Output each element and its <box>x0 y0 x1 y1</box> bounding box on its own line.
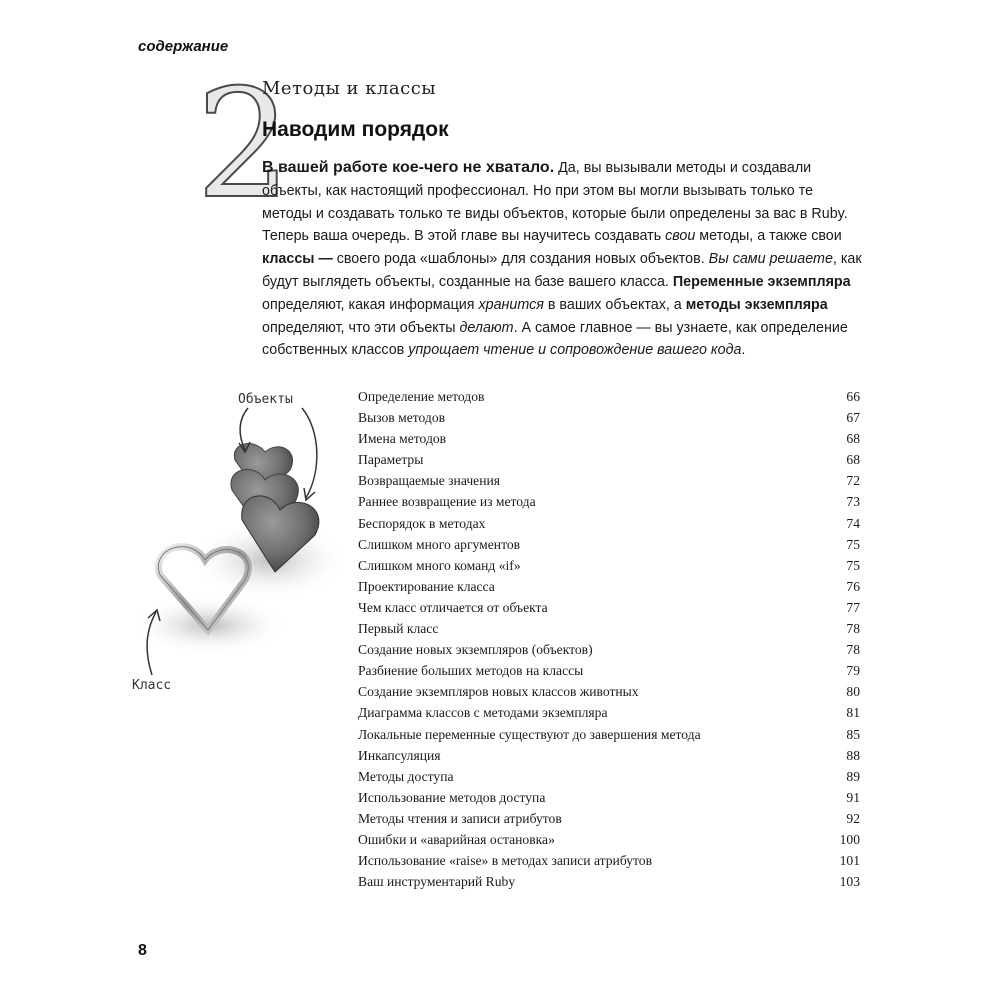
toc-entry-title: Методы чтения и записи атрибутов <box>358 810 562 826</box>
intro-emphasis: хранится <box>478 296 544 313</box>
chapter-title: Наводим порядок <box>262 118 449 141</box>
cookie-cutter-illustration <box>120 380 350 710</box>
toc-entry-title: Беспорядок в методах <box>358 515 486 531</box>
toc-entry-title: Ошибки и «аварийная остановка» <box>358 831 555 847</box>
toc-entry-page: 66 <box>846 389 860 404</box>
toc-entry-page: 103 <box>839 874 860 890</box>
page-number: 8 <box>138 942 147 959</box>
toc-entry-page: 89 <box>846 768 860 784</box>
intro-text: в ваших объектах, а <box>543 296 686 313</box>
toc-entry-title: Создание новых экземпляров (объектов) <box>358 642 593 658</box>
toc-entry-title: Имена методов <box>358 431 447 447</box>
toc-entry[interactable] <box>358 745 860 766</box>
intro-text: определяют, какая информация <box>262 296 479 313</box>
toc-entry-title: Диаграмма классов с методами экземпляра <box>358 705 608 721</box>
toc-entry-page: 92 <box>846 810 860 826</box>
label-objects: Объекты <box>238 392 293 407</box>
toc-entry-title: Создание экземпляров новых классов животных <box>358 684 639 700</box>
toc-entry[interactable] <box>358 871 860 892</box>
toc-entry-page: 75 <box>846 557 860 573</box>
toc-entry-page: 81 <box>846 705 860 721</box>
toc-entry[interactable] <box>358 766 860 787</box>
intro-text: определяют, что эти объекты <box>262 319 460 336</box>
toc-entry-page: 75 <box>846 536 860 552</box>
toc-entry-page: 85 <box>846 726 860 742</box>
toc-entry-title: Методы доступа <box>358 768 454 784</box>
toc-entry-page: 80 <box>846 684 860 700</box>
toc-entry-title: Локальные переменные существуют до завершения метода <box>358 726 701 742</box>
toc-entry-title: Использование методов доступа <box>358 789 546 805</box>
intro-emphasis: свои <box>665 228 696 245</box>
table-of-contents <box>358 386 860 892</box>
toc-entry[interactable] <box>358 850 860 871</box>
toc-entry-page: 77 <box>846 599 860 615</box>
toc-entry[interactable] <box>358 618 860 639</box>
toc-entry-title: Возвращаемые значения <box>358 473 500 489</box>
toc-entry-page: 100 <box>839 831 860 847</box>
toc-entry[interactable] <box>358 555 860 576</box>
chapter-intro <box>262 157 862 362</box>
intro-text: . А самое главное — вы узнаете, как определение собственных классов <box>262 319 848 359</box>
toc-entry[interactable] <box>358 407 860 428</box>
toc-entry[interactable] <box>358 513 860 534</box>
toc-entry-page: 76 <box>846 578 860 594</box>
toc-entry[interactable] <box>358 639 860 660</box>
intro-strong: классы — <box>262 251 337 268</box>
intro-emphasis: упрощает чтение и сопровождение вашего кода <box>408 342 742 359</box>
toc-entry[interactable] <box>358 534 860 555</box>
toc-entry-page: 79 <box>846 663 860 679</box>
label-class: Класс <box>132 678 172 693</box>
toc-entry-title: Параметры <box>358 452 424 468</box>
toc-entry-title: Проектирование класса <box>358 578 495 594</box>
toc-entry-title: Первый класс <box>358 621 439 637</box>
toc-entry[interactable] <box>358 576 860 597</box>
toc-entry-page: 88 <box>846 747 860 763</box>
toc-entry-title: Вызов методов <box>358 410 446 426</box>
toc-entry[interactable] <box>358 787 860 808</box>
intro-text: своего рода «шаблоны» для создания новых объектов. <box>336 251 709 268</box>
chapter-label: Методы и классы <box>262 78 437 99</box>
intro-strong: Переменные экземпляра <box>672 273 851 290</box>
toc-entry-title: Использование «raise» в методах записи атрибутов <box>358 853 652 869</box>
intro-emphasis: делают <box>459 319 514 336</box>
toc-entry[interactable] <box>358 681 860 702</box>
toc-entry-title: Инкапсуляция <box>358 747 441 763</box>
intro-text: , как будут выглядеть объекты, созданные на базе вашего класса. <box>262 251 862 290</box>
toc-entry[interactable] <box>358 491 860 512</box>
toc-entry-page: 101 <box>839 853 860 869</box>
toc-entry-page: 68 <box>846 452 860 468</box>
intro-text: методы, а также свои <box>695 228 842 245</box>
toc-entry[interactable] <box>358 428 860 449</box>
toc-entry-page: 73 <box>846 494 860 510</box>
toc-entry-title: Слишком много команд «if» <box>358 557 521 573</box>
toc-entry[interactable] <box>358 724 860 745</box>
toc-entry-title: Определение методов <box>358 389 485 404</box>
toc-entry[interactable] <box>358 597 860 618</box>
toc-entry-page: 74 <box>846 515 860 531</box>
toc-entry[interactable] <box>358 829 860 850</box>
chapter-number: 2 <box>196 58 292 232</box>
toc-entry-page: 78 <box>846 642 860 658</box>
toc-entry-title: Ваш инструментарий Ruby <box>358 874 516 890</box>
toc-entry-page: 91 <box>846 789 860 805</box>
running-head: содержание <box>138 38 229 55</box>
toc-entry-title: Разбиение больших методов на классы <box>358 663 584 679</box>
toc-entry-page: 72 <box>846 473 860 489</box>
toc-entry-title: Слишком много аргументов <box>358 536 521 552</box>
intro-text: . <box>741 342 746 359</box>
toc-entry[interactable] <box>358 808 860 829</box>
toc-entry-title: Чем класс отличается от объекта <box>358 599 548 615</box>
intro-emphasis: Вы сами решаете <box>708 251 833 268</box>
toc-entry-title: Раннее возвращение из метода <box>358 494 536 510</box>
intro-lead: В вашей работе кое-чего не хватало. <box>262 159 555 176</box>
toc-entry[interactable] <box>358 449 860 470</box>
cookies-and-cutter-image <box>120 380 350 710</box>
intro-text: Да, вы вызывали методы и создавали объекты, как настоящий профессионал. Но при этом вы могли вызывать только те методы и создавать только те виды объектов, которые были определены за вас в Ruby. Теперь ваша очередь. В этой главе вы научитесь создавать <box>262 160 848 245</box>
toc-entry[interactable] <box>358 470 860 491</box>
toc-entry-page: 78 <box>846 621 860 637</box>
toc-entry[interactable] <box>358 386 860 407</box>
toc-entry[interactable] <box>358 702 860 723</box>
toc-entry-page: 68 <box>846 431 860 447</box>
intro-strong: методы экземпляра <box>685 296 828 313</box>
toc-entry-page: 67 <box>846 410 860 426</box>
toc-entry[interactable] <box>358 660 860 681</box>
